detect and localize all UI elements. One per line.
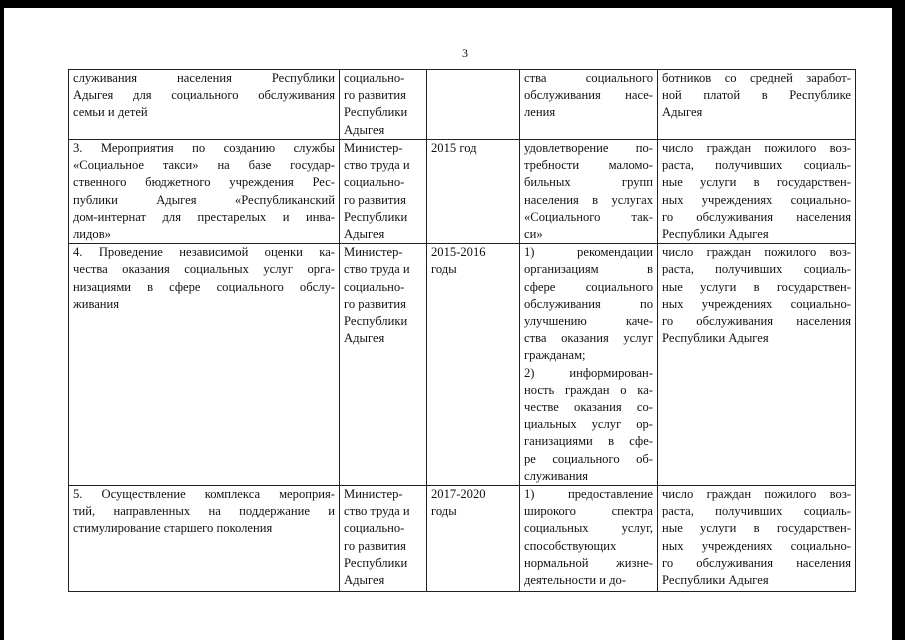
cell-indicator bbox=[658, 486, 856, 592]
cell-period bbox=[427, 140, 520, 244]
cell-line: 5. Осуществление комплекса мероприя- bbox=[73, 487, 335, 502]
measures-table bbox=[68, 69, 856, 592]
cell-line: ства оказания услуг bbox=[524, 331, 653, 346]
cell-result bbox=[520, 244, 658, 486]
cell-line: Адыгея для социального обслуживания bbox=[73, 88, 335, 103]
cell-line: Республики Адыгея bbox=[662, 227, 769, 242]
cell-line: честве оказания со- bbox=[524, 400, 653, 415]
cell-line: ность граждан о ка- bbox=[524, 382, 653, 397]
cell-line: организациям в bbox=[524, 262, 653, 277]
cell-line: циальных услуг ор- bbox=[524, 417, 653, 432]
cell-line: служивания bbox=[524, 468, 589, 483]
cell-period bbox=[427, 244, 520, 486]
cell-line: раста, получивших социаль- bbox=[662, 158, 851, 173]
cell-line: ные услуги в государствен- bbox=[662, 279, 851, 294]
cell-executor bbox=[340, 244, 427, 486]
cell-line: ганизациями в сфе- bbox=[524, 434, 653, 449]
cell-line: деятельности и до- bbox=[524, 573, 627, 588]
cell-line: способствующих bbox=[524, 538, 617, 553]
cell-line: лидов» bbox=[73, 227, 111, 242]
cell-line: ственного бюджетного учреждения Рес- bbox=[73, 175, 335, 190]
cell-line: число граждан пожилого воз- bbox=[662, 245, 851, 260]
cell-line: Адыгея bbox=[662, 105, 703, 120]
cell-line: стимулирование старшего поколения bbox=[73, 521, 273, 536]
cell-line: «Социального так- bbox=[524, 209, 653, 224]
scan-left-border bbox=[0, 0, 4, 640]
cell-line: 2) информирован- bbox=[524, 365, 653, 380]
cell-line: гражданам; bbox=[524, 348, 586, 363]
cell-line: публики Адыгея «Республиканский bbox=[73, 192, 335, 207]
cell-line: 4. Проведение независимой оценки ка- bbox=[73, 245, 335, 260]
page-number: 3 bbox=[462, 46, 468, 60]
cell-text: 2015-2016 годы bbox=[431, 245, 486, 277]
cell-line: «Социальное такси» на базе государ- bbox=[73, 158, 335, 173]
cell-line: го обслуживания населения bbox=[662, 555, 851, 570]
cell-activity bbox=[69, 486, 340, 592]
table-row bbox=[69, 244, 856, 486]
cell-line: ной платой в Республике bbox=[662, 88, 851, 103]
cell-line: дом-интернат для престарелых и инва- bbox=[73, 209, 335, 224]
cell-line: ных учреждениях социально- bbox=[662, 192, 851, 207]
cell-line: ботников со средней заработ- bbox=[662, 71, 851, 85]
cell-text: социально- го развития Республики Адыгея bbox=[344, 71, 408, 137]
cell-line: семьи и детей bbox=[73, 105, 148, 120]
scan-top-border bbox=[0, 0, 905, 8]
cell-line: ных учреждениях социально- bbox=[662, 296, 851, 311]
cell-line: го обслуживания населения bbox=[662, 314, 851, 329]
cell-line: требности маломо- bbox=[524, 158, 653, 173]
cell-line: служивания населения Республики bbox=[73, 71, 335, 85]
cell-line: сфере социального bbox=[524, 279, 653, 294]
cell-line: ства социального bbox=[524, 71, 653, 85]
cell-line: населения в услугах bbox=[524, 192, 653, 207]
cell-activity bbox=[69, 70, 340, 140]
cell-line: бильных групп bbox=[524, 175, 653, 190]
cell-indicator bbox=[658, 244, 856, 486]
cell-executor bbox=[340, 70, 427, 140]
cell-line: ные услуги в государствен- bbox=[662, 175, 851, 190]
cell-line: ные услуги в государствен- bbox=[662, 521, 851, 536]
cell-line: улучшению каче- bbox=[524, 314, 653, 329]
cell-executor bbox=[340, 140, 427, 244]
cell-line: нормальной жизне- bbox=[524, 555, 653, 570]
cell-text: Министер- ство труда и социально- го развития Республики Адыгея bbox=[344, 141, 410, 242]
cell-text: Министер- ство труда и социально- го развития Республики Адыгея bbox=[344, 487, 410, 588]
cell-line: раста, получивших социаль- bbox=[662, 504, 851, 519]
cell-line: ления bbox=[524, 105, 556, 120]
cell-line: ре социального об- bbox=[524, 451, 653, 466]
cell-line: социальных услуг, bbox=[524, 521, 653, 536]
cell-line: живания bbox=[73, 296, 120, 311]
cell-line: удовлетворение по- bbox=[524, 141, 653, 155]
cell-line: обслуживания насе- bbox=[524, 88, 653, 103]
cell-line: число граждан пожилого воз- bbox=[662, 487, 851, 502]
cell-line: 1) рекомендации bbox=[524, 245, 653, 260]
cell-executor bbox=[340, 486, 427, 592]
cell-indicator bbox=[658, 70, 856, 140]
cell-line: Республики Адыгея bbox=[662, 331, 769, 346]
cell-line: обслуживания по bbox=[524, 296, 653, 311]
cell-result bbox=[520, 140, 658, 244]
cell-line: тий, направленных на поддержание и bbox=[73, 504, 335, 519]
cell-line: си» bbox=[524, 227, 543, 242]
cell-line: число граждан пожилого воз- bbox=[662, 141, 851, 155]
cell-activity bbox=[69, 140, 340, 244]
cell-line: 1) предоставление bbox=[524, 487, 653, 502]
cell-line: чества оказания социальных услуг орга- bbox=[73, 262, 335, 277]
cell-text: Министер- ство труда и социально- го развития Республики Адыгея bbox=[344, 245, 410, 346]
table-row bbox=[69, 140, 856, 244]
cell-indicator bbox=[658, 140, 856, 244]
cell-line: ных учреждениях социально- bbox=[662, 538, 851, 553]
cell-line: низациями в сфере социального обслу- bbox=[73, 279, 335, 294]
table-row bbox=[69, 486, 856, 592]
table-row bbox=[69, 70, 856, 140]
cell-result bbox=[520, 486, 658, 592]
cell-activity bbox=[69, 244, 340, 486]
cell-line: 3. Мероприятия по созданию службы bbox=[73, 141, 335, 155]
cell-text: 2015 год bbox=[431, 141, 477, 155]
cell-line: широкого спектра bbox=[524, 504, 653, 519]
cell-line: раста, получивших социаль- bbox=[662, 262, 851, 277]
cell-period bbox=[427, 486, 520, 592]
cell-text: 2017-2020 годы bbox=[431, 487, 486, 519]
cell-result bbox=[520, 70, 658, 140]
cell-line: го обслуживания населения bbox=[662, 209, 851, 224]
cell-period bbox=[427, 70, 520, 140]
cell-line: Республики Адыгея bbox=[662, 573, 769, 588]
scan-right-border bbox=[892, 0, 905, 640]
